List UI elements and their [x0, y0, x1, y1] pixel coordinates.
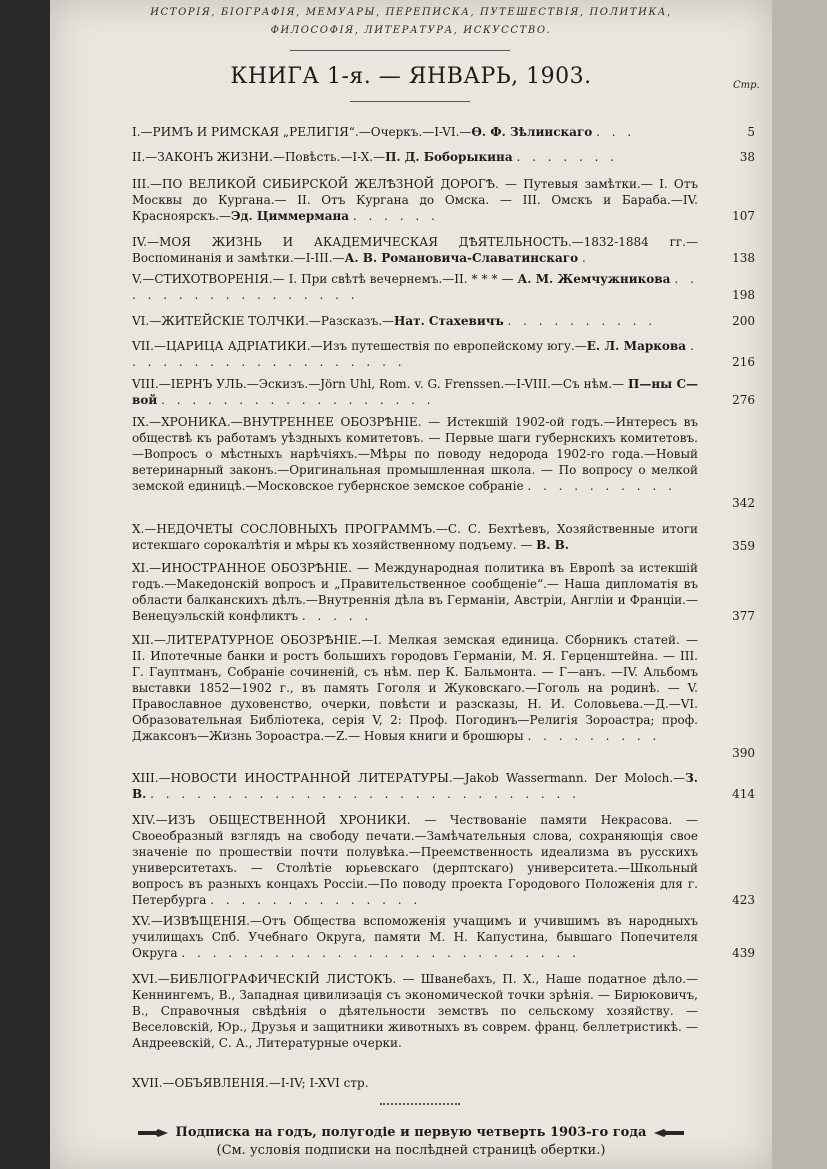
entry-author: Нат. Стахевичъ	[394, 314, 504, 328]
entry-page: 342	[732, 496, 755, 510]
entry-text: XV.—ИЗВѢЩЕНІЯ.—Отъ Общества вспоможенія учащимъ и учившимъ въ народныхъ училищахъ Спб. Учебнаго Округа, памяти М. Н. Капустина, бывшаго Попечителя Округа	[132, 914, 698, 960]
entry-author: Е. Л. Маркова	[586, 339, 687, 353]
entry-page: 107	[732, 209, 755, 223]
entry-text: VI.—ЖИТЕЙСКІЕ ТОЛЧКИ.—Разсказъ.—	[132, 314, 395, 328]
entry-text: V.—СТИХОТВОРЕНІЯ.— I. При свѣтѣ вечернемъ.—II. * * * —	[132, 272, 518, 286]
rubric-line-1: ИСТОРІЯ, БІОГРАФІЯ, МЕМУАРЫ, ПЕРЕПИСКА, ПУТЕШЕСТВІЯ, ПОЛИТИКА,	[150, 7, 672, 18]
toc-entry-17	[132, 1075, 698, 1091]
entry-author: А. М. Жемчужникова	[517, 272, 671, 286]
entry-text: XIV.—ИЗЪ ОБЩЕСТВЕННОЙ ХРОНИКИ. — Чествованіе памяти Некрасова. — Своеобразный взглядъ на свободу печати.—Замѣчательныя слова, сохраняющія свое значеніе по прошествіи почти полувѣка.—Преемственность идеализма въ русскихъ университетахъ. — Столѣтіе юрьевскаго (дерптскаго) университета.—Школьный вопросъ въ разныхъ концахъ Россіи.—По поводу проекта Городового Положенія для г. Петербурга	[132, 813, 698, 907]
entry-text: XII.—ЛИТЕРАТУРНОЕ ОБОЗРѢНІЕ.—I. Мелкая земская единица. Сборникъ статей. — II. Ипотечные банки и ростъ большихъ городовъ Германіи, М. Я. Герценштейна. — III. Г. Гауптманъ, Собраніе сочиненій, съ нѣм. пер К. Бальмонта. — Г—анъ. —IV. Альбомъ выставки 1852—1902 г., въ память Гоголя и Жуковскаго.—Гоголь на родинѣ. — V. Православное духовенство, очерки, повѣсти и разсказы, Н. И. Соловьева.—Д.—VI. Образовательная Библіотека, серія V, 2: Проф. Погодинъ—Религія Зороастра; проф. Джаксонъ—Жизнь Зороастра.—Z.— Новыя книги и брошюры	[132, 633, 698, 743]
toc-entry-9: IX.—ХРОНИКА.—ВНУТРЕННЕЕ ОБОЗРѢНІЕ. — Истекшій 1902-ой годъ.—Интересъ въ обществѣ къ работамъ уѣздныхъ комитетовъ. — Первые шаги губернскихъ комитетовъ.—Вопросъ о мѣстныхъ нарѣчіяхъ.—Мѣры по поводу недорода 1902-го года.—Новый ветеринарный законъ.—Оригинальная промышленная школа. — По вопросу о мелкой земской единицѣ.—Московское губернское земское собраніе . . . . . . . . . .	[132, 415, 698, 493]
toc-entry-2: II.—ЗАКОНЪ ЖИЗНИ.—Повѣсть.—I-X.—П. Д. Боборыкина . . . . . . .	[132, 150, 619, 164]
entry-page: 414	[732, 787, 755, 801]
subscription-text: Подписка на годъ, полугодіе и первую четверть 1903-го года	[175, 1125, 647, 1140]
entry-author: Эд. Циммермана	[231, 209, 350, 223]
scan-right-margin	[772, 0, 827, 1169]
entry-page: 200	[732, 314, 755, 328]
document-page	[50, 0, 772, 1169]
toc-entry-8: VIII.—ІЕРНЪ УЛЬ.—Эскизъ.—Jörn Uhl, Rom. v. G. Frenssen.—I-VIII.—Съ нѣм.— П—ны С—вой . . . . . . . . . . . . . . . . . .	[132, 377, 698, 407]
toc-entry-16	[132, 971, 698, 1051]
entry-page: 276	[732, 393, 755, 407]
subscription-note: (См. условія подписки на послѣдней страницѣ обертки.)	[216, 1143, 606, 1158]
entry-text: VIII.—ІЕРНЪ УЛЬ.—Эскизъ.—Jörn Uhl, Rom. v. G. Frenssen.—I-VIII.—Съ нѣм.—	[132, 377, 628, 391]
toc-entry-4: IV.—МОЯ ЖИЗНЬ И АКАДЕМИЧЕСКАЯ ДѢЯТЕЛЬНОСТЬ.—1832-1884 гг.— Воспоминанія и замѣтки.—I-III.—А. В. Романовича-Славатинскаго .	[132, 235, 698, 265]
bottom-ornament-rule	[380, 1103, 460, 1105]
header-rule	[290, 50, 510, 51]
entry-text: III.—ПО ВЕЛИКОЙ СИБИРСКОЙ ЖЕЛѢЗНОЙ ДОРОГѢ. — Путевыя замѣтки.— I. Отъ Москвы до Кургана.— II. Отъ Кургана до Омска. — III. Омскъ и Бараба.—IV. Красноярскъ.—	[132, 177, 698, 223]
entry-page: 5	[747, 125, 755, 139]
toc-entry-15: XV.—ИЗВѢЩЕНІЯ.—Отъ Общества вспоможенія учащимъ и учившимъ въ народныхъ училищахъ Спб. Учебнаго Округа, памяти М. Н. Капустина, бывшаго Попечителя Округа . . . . . . . . . . . . . . . . . . . . . . . . . .	[132, 914, 698, 960]
rubric-line-2: ФИЛОСОФІЯ, ЛИТЕРАТУРА, ИСКУССТВО.	[270, 25, 552, 36]
entry-page: 439	[732, 946, 755, 960]
pointing-hand-left-icon	[652, 1127, 686, 1139]
entry-author: П—ны С—вой	[132, 377, 698, 407]
entry-text: X.—НЕДОЧЕТЫ СОСЛОВНЫХЪ ПРОГРАММЪ.—С. С. Бехтѣевъ, Хозяйственные итоги истекшаго сорокалѣтія и мѣры къ хозяйственному подъему. —	[132, 522, 698, 552]
entry-page: 38	[739, 150, 755, 164]
toc-entry-7: VII.—ЦАРИЦА АДРІАТИКИ.—Изъ путешествія по европейскому югу.—Е. Л. Маркова . . . . . . . . . . . . . . . . . . .	[132, 339, 698, 369]
entry-text: XVI.—БИБЛІОГРАФИЧЕСКІЙ ЛИСТОКЪ. — Шванебахъ, П. Х., Наше податное дѣло.—Кеннингемъ, В., Западная цивилизація съ экономической точки зрѣнія. — Бирюковичъ, В., Справочныя свѣдѣнія о дѣятельности земствъ по сельскому хозяйству. — Веселовскій, Юр., Друзья и защитники животныхъ въ соврем. франц. беллетристикѣ. — Андреевскій, С. А., Литературные очерки.	[132, 972, 698, 1050]
toc-entry-10	[132, 521, 698, 553]
toc-entry-12: XII.—ЛИТЕРАТУРНОЕ ОБОЗРѢНІЕ.—I. Мелкая земская единица. Сборникъ статей. — II. Ипотечные банки и ростъ большихъ городовъ Германіи, М. Я. Герценштейна. — III. Г. Гауптманъ, Собраніе сочиненій, съ нѣм. пер К. Бальмонта. — Г—анъ. —IV. Альбомъ выставки 1852—1902 г., въ память Гоголя и Жуковскаго.—Гоголь на родинѣ. — V. Православное духовенство, очерки, повѣсти и разсказы, Н. И. Соловьева.—Д.—VI. Образовательная Библіотека, серія V, 2: Проф. Погодинъ—Религія Зороастра; проф. Джаксонъ—Жизнь Зороастра.—Z.— Новыя книги и брошюры . . . . . . . . .	[132, 633, 698, 743]
toc-entry-14: XIV.—ИЗЪ ОБЩЕСТВЕННОЙ ХРОНИКИ. — Чествованіе памяти Некрасова. — Своеобразный взглядъ на свободу печати.—Замѣчательныя слова, сохраняющія свое значеніе по прошествіи почти полувѣка.—Преемственность идеализма въ русскихъ университетахъ. — Столѣтіе юрьевскаго (дерптскаго) университета.—Школьный вопросъ въ разныхъ концахъ Россіи.—По поводу проекта Городового Положенія для г. Петербурга . . . . . . . . . . . . . .	[132, 813, 698, 907]
entry-author: Ѳ. Ф. Зѣлинскаго	[471, 125, 593, 139]
book-title: КНИГА 1-я. — ЯНВАРЬ, 1903.	[230, 64, 592, 89]
pointing-hand-right-icon	[136, 1127, 170, 1139]
scan-left-margin	[0, 0, 50, 1169]
entry-page: 390	[732, 746, 755, 760]
pages-column-header: Стр.	[733, 80, 760, 91]
entry-page: 138	[732, 251, 755, 265]
toc-entry-3: III.—ПО ВЕЛИКОЙ СИБИРСКОЙ ЖЕЛѢЗНОЙ ДОРОГѢ. — Путевыя замѣтки.— I. Отъ Москвы до Кургана.— II. Отъ Кургана до Омска. — III. Омскъ и Бараба.—IV. Красноярскъ.—Эд. Циммермана . . . . . .	[132, 177, 698, 223]
toc-entry-5: V.—СТИХОТВОРЕНІЯ.— I. При свѣтѣ вечернемъ.—II. * * * — А. М. Жемчужникова . . . . . . . . . . . . . . . . .	[132, 272, 698, 302]
entry-text: IX.—ХРОНИКА.—ВНУТРЕННЕЕ ОБОЗРѢНІЕ. — Истекшій 1902-ой годъ.—Интересъ въ обществѣ къ работамъ уѣздныхъ комитетовъ. — Первые шаги губернскихъ комитетовъ.—Вопросъ о мѣстныхъ нарѣчіяхъ.—Мѣры по поводу недорода 1902-го года.—Новый ветеринарный законъ.—Оригинальная промышленная школа. — По вопросу о мелкой земской единицѣ.—Московское губернское земское собраніе	[132, 415, 698, 493]
entry-text: XIII.—НОВОСТИ ИНОСТРАННОЙ ЛИТЕРАТУРЫ.—Jakob Wassermann. Der Moloch.—	[132, 771, 686, 785]
entry-author: А. В. Романовича-Славатинскаго	[344, 251, 579, 265]
entry-author: З. В.	[132, 771, 698, 801]
entry-page: 377	[732, 609, 755, 623]
entry-page: 198	[732, 288, 755, 302]
entry-text: XVII.—ОБЪЯВЛЕНІЯ.—I-IV; I-XVI стр.	[132, 1076, 369, 1090]
header-rubric	[50, 4, 772, 40]
toc-entry-11: XI.—ИНОСТРАННОЕ ОБОЗРѢНІЕ. — Международная политика въ Европѣ за истекшій годъ.—Македонскій вопросъ и „Правительственное сообщеніе“.— Наша дипломатія въ области балканскихъ дѣлъ.—Внутреннія дѣла въ Германіи, Австріи, Англіи и Франціи.—Венецуэльскій конфликтъ . . . . .	[132, 561, 698, 623]
entry-page: 216	[732, 355, 755, 369]
subscription-line	[50, 1125, 772, 1140]
toc-entry-6: VI.—ЖИТЕЙСКІЕ ТОЛЧКИ.—Разсказъ.—Нат. Стахевичъ . . . . . . . . . .	[132, 314, 657, 328]
entry-text: II.—ЗАКОНЪ ЖИЗНИ.—Повѣсть.—I-X.—	[132, 150, 386, 164]
entry-text: IV.—МОЯ ЖИЗНЬ И АКАДЕМИЧЕСКАЯ ДѢЯТЕЛЬНОСТЬ.—1832-1884 гг.— Воспоминанія и замѣтки.—I-III.—	[132, 235, 698, 265]
entry-page: 359	[732, 539, 755, 553]
entry-text: I.—РИМЪ И РИМСКАЯ „РЕЛИГІЯ“.—Очеркъ.—I-VI.—	[132, 125, 472, 139]
entry-text: XI.—ИНОСТРАННОЕ ОБОЗРѢНІЕ. — Международная политика въ Европѣ за истекшій годъ.—Македонскій вопросъ и „Правительственное сообщеніе“.— Наша дипломатія въ области балканскихъ дѣлъ.—Внутреннія дѣла въ Германіи, Австріи, Англіи и Франціи.—Венецуэльскій конфликтъ	[132, 561, 698, 623]
toc-entry-1: I.—РИМЪ И РИМСКАЯ „РЕЛИГІЯ“.—Очеркъ.—I-VI.—Ѳ. Ф. Зѣлинскаго . . .	[132, 125, 636, 139]
entry-author: В. В.	[536, 538, 569, 552]
entry-author: П. Д. Боборыкина	[385, 150, 513, 164]
title-rule	[350, 101, 470, 102]
entry-page: 423	[732, 893, 755, 907]
toc-entry-13: XIII.—НОВОСТИ ИНОСТРАННОЙ ЛИТЕРАТУРЫ.—Jakob Wassermann. Der Moloch.—З. В. . . . . . . . . . . . . . . . . . . . . . . . . . . . .	[132, 771, 698, 801]
entry-text: VII.—ЦАРИЦА АДРІАТИКИ.—Изъ путешествія по европейскому югу.—	[132, 339, 587, 353]
